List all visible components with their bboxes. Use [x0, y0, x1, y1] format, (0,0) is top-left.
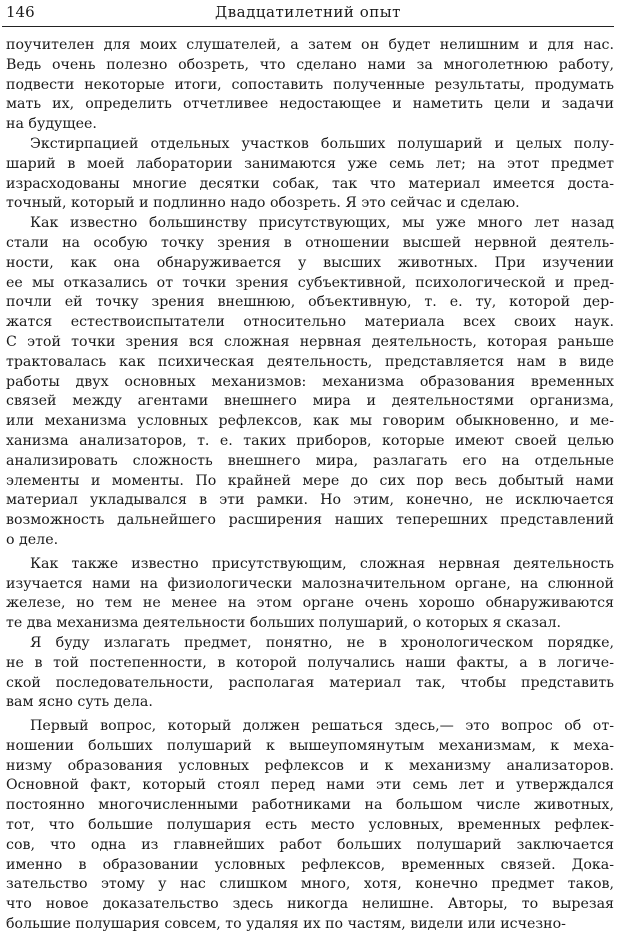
- text-line: низму образования условных рефлексов и к механизму анализаторов.: [6, 757, 614, 774]
- text-line: Ведь очень полезно обозреть, что сделано нами за многолетнюю работу,: [6, 56, 614, 73]
- text-line: С этой точки зрения вся сложная нервная деятельность, которая раньше: [6, 333, 614, 350]
- text-line: почли ей точку зрения внешнюю, объективную, т. е. ту, которой дер-: [6, 294, 614, 311]
- text-line: израсходованы многие десятки собак, так что материал имеется доста-: [6, 175, 614, 192]
- text-line: именно в образовании условных рефлексов, временных связей. Дока-: [6, 856, 614, 873]
- page-header: [2, 0, 614, 27]
- text-line: ханизма анализаторов, т. е. таких приборов, которые имеют своей целью: [6, 432, 614, 449]
- text-line: подвести некоторые итоги, сопоставить полученные результаты, продумать: [6, 76, 614, 93]
- text-line: о деле.: [6, 531, 59, 548]
- text-line: материал укладывался в эти рамки. Но этим, конечно, не исключается: [6, 492, 614, 509]
- text-line: тот, что большие полушария есть место условных, временных рефлек-: [6, 817, 614, 834]
- text-line: Первый вопрос, который должен решаться здесь,— это вопрос об от-: [30, 718, 614, 735]
- text-line: сов, что одна из главнейших работ больших полушарий заключается: [6, 836, 614, 853]
- text-line: постоянно многочисленными работниками на большом числе животных,: [6, 797, 614, 814]
- paragraph: [6, 36, 614, 135]
- text-line: возможность дальнейшего расширения наших теперешних представлений: [6, 512, 614, 529]
- body-text: [6, 36, 614, 935]
- text-line: зательство этому у нас слишком много, хотя, конечно предмет таков,: [6, 876, 614, 893]
- text-line: железе, но тем не менее на этом органе очень хорошо обнаруживаются: [6, 595, 614, 612]
- text-line: не в той постепенности, в которой получались наши факты, а в логиче-: [6, 654, 614, 671]
- text-line: Как известно большинству присутствующих, мы уже много лет назад: [30, 215, 614, 232]
- text-line: изучается нами на физиологически малозначительном органе, на слюнной: [6, 575, 614, 592]
- text-line: связей между агентами внешнего мира и деятельностями организма,: [6, 393, 614, 410]
- text-line: ее мы отказались от точки зрения субъективной, психологической и пред-: [6, 274, 614, 291]
- text-line: поучителен для моих слушателей, а затем он будет нелишним и для нас.: [6, 37, 614, 53]
- paragraph: [6, 135, 614, 214]
- text-line: шарий в моей лаборатории занимаются уже семь лет; на этот предмет: [6, 155, 614, 172]
- text-line: жатся естествоиспытатели относительно материала всех своих наук.: [6, 314, 614, 331]
- text-line: ской последовательности, располагая материал так, чтобы представить: [6, 674, 614, 691]
- text-line: Экстирпацией отдельных участков больших полушарий и целых полу-: [30, 135, 614, 152]
- paragraph: [6, 214, 614, 551]
- text-line: что новое доказательство здесь никогда нелишне. Авторы, то вырезая: [6, 896, 614, 913]
- text-line: ношении больших полушарий к вышеупомянутым механизмам, к меха-: [6, 737, 614, 754]
- text-line: на будущее.: [6, 116, 97, 133]
- text-line: трактовалась как психическая деятельность, представляется нам в виде: [6, 353, 614, 370]
- page-number: 146: [6, 3, 35, 21]
- paragraph: [6, 717, 614, 935]
- paragraph: [6, 634, 614, 713]
- text-line: элементы и моменты. По крайней мере до сих пор весь добытый нами: [6, 472, 614, 489]
- text-line: или механизма условных рефлексов, как мы говорим обыкновенно, и ме-: [6, 413, 614, 430]
- text-line: ности, как она обнаруживается у высших животных. При изучении: [6, 254, 614, 271]
- text-line: стали на особую точку зрения в отношении высшей нервной деятель-: [6, 234, 614, 251]
- text-line: Основной факт, который стоял перед нами эти семь лет и утверждался: [6, 777, 614, 794]
- running-title: Двадцатилетний опыт: [215, 3, 401, 21]
- paragraph: [6, 555, 614, 634]
- text-line: точный, который и подлинно надо обозреть. Я это сейчас и сделаю.: [6, 195, 520, 212]
- text-line: работы двух основных механизмов: механизма образования временных: [6, 373, 614, 390]
- text-line: Я буду излагать предмет, понятно, не в хронологическом порядке,: [30, 634, 614, 651]
- text-line: вам ясно суть дела.: [6, 694, 153, 711]
- text-line: анализировать сложность внешнего мира, разлагать его на отдельные: [6, 452, 614, 469]
- text-line: большие полушария совсем, то удаляя их по частям, видели или исчезно-: [6, 916, 566, 933]
- text-line: те два механизма деятельности больших полушарий, о которых я сказал.: [6, 615, 561, 632]
- text-line: мать их, определить отчетливее недостающее и наметить цели и задачи: [6, 96, 614, 113]
- text-line: Как также известно присутствующим, сложная нервная деятельность: [30, 555, 614, 572]
